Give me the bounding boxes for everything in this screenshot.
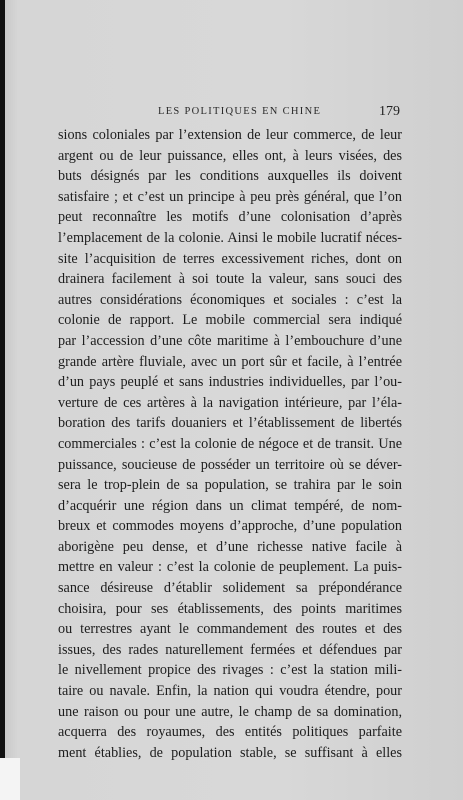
text-line: satisfaire ; et c’est un principe à peu près général, que l’on — [58, 188, 402, 205]
text-line: une raison ou pour une autre, le champ de sa domination, — [58, 703, 402, 720]
text-line: autres considérations économiques et sociales : c’est la — [58, 291, 402, 308]
text-line: sera le trop-plein de sa population, se trahira par le soin — [58, 477, 402, 494]
text-line: peut reconnaître les motifs d’une colonisation d’après — [58, 209, 402, 226]
text-line: sions coloniales par l’extension de leur commerce, de leur — [58, 127, 402, 143]
text-line: site l’acquisition de terres excessivement riches, dont on — [58, 250, 402, 267]
text-line: drainera facilement à soi toute la valeur, sans souci des — [58, 271, 402, 288]
page-binding-edge — [0, 0, 5, 800]
text-line: le nivellement propice des rivages : c’est la station mili- — [58, 662, 402, 679]
text-line: taire ou navale. Enfin, la nation qui voudra étendre, pour — [58, 683, 402, 700]
text-line: choisira, pour ses établissements, des points maritimes — [58, 600, 402, 617]
text-line: ment établies, de population stable, se suffisant à elles — [58, 744, 402, 761]
text-line: commerciales : c’est la colonie de négoce et de transit. Une — [58, 435, 402, 452]
page-header — [58, 104, 402, 122]
text-line: mettre en valeur : c’est la colonie de peuplement. La puis- — [58, 559, 402, 576]
text-line: par l’accession d’une côte maritime à l’embouchure d’une — [58, 332, 402, 349]
text-line: d’acquérir une région dans un climat tempéré, de nom- — [58, 497, 402, 514]
page-corner — [0, 758, 20, 800]
text-line: l’emplacement de la colonie. Ainsi le mobile lucratif néces- — [58, 229, 402, 246]
text-line: colonie de rapport. Le mobile commercial sera indiqué — [58, 312, 402, 329]
text-line: puissance, soucieuse de posséder un territoire où se déver- — [58, 456, 402, 473]
text-line: buts désignés par les conditions auxquelles ils doivent — [58, 168, 402, 185]
text-line: issues, des rades naturellement fermées et défendues par — [58, 641, 402, 658]
page-number: 179 — [379, 104, 400, 119]
running-title: LES POLITIQUES EN CHINE — [158, 106, 322, 117]
text-line: acquerra des royaumes, des entités politiques parfaite — [58, 724, 402, 741]
text-line: breux et commodes moyens d’approche, d’une population — [58, 518, 402, 535]
text-line: grande artère fluviale, avec un port sûr et facile, à l’entrée — [58, 353, 402, 370]
text-line: ou terrestres ayant le commandement des routes et des — [58, 621, 402, 638]
text-line: d’un pays peuplé et sans industries individuelles, par l’ou- — [58, 374, 402, 391]
text-line: argent ou de leur puissance, elles ont, à leurs visées, des — [58, 147, 402, 164]
text-line: verture de ces artères à la navigation intérieure, par l’éla- — [58, 394, 402, 411]
text-line: boration des tarifs douaniers et l’établissement de libertés — [58, 415, 402, 432]
body-text — [58, 125, 402, 763]
text-line: sance désireuse d’établir solidement sa prépondérance — [58, 580, 402, 597]
text-line: aborigène peu dense, et d’une richesse native facile à — [58, 538, 402, 555]
